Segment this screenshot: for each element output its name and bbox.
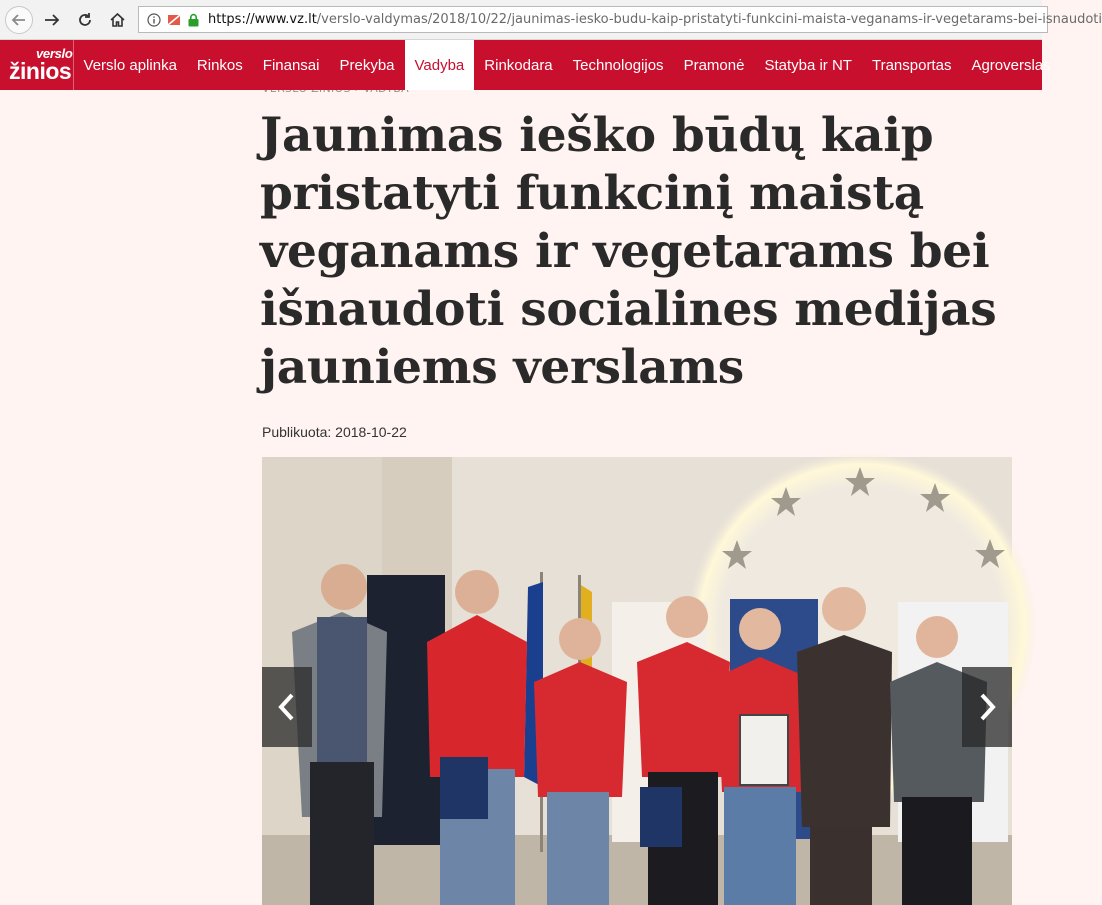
lock-icon[interactable] [187,13,200,27]
article-photo [262,457,1012,905]
reload-button[interactable] [71,6,99,34]
arrow-left-icon [11,12,27,28]
nav-item-vadyba[interactable]: Vadyba [405,40,475,90]
logo-bottom-text: žinios [9,58,72,84]
nav-item-finansai[interactable]: Finansai [262,56,320,74]
article-photo-gallery [262,457,1012,905]
nav-item-pramone[interactable]: Pramonė [683,56,745,74]
nav-item-prekyba[interactable]: Prekyba [339,56,395,74]
back-button[interactable] [5,6,33,34]
url-text: https://www.vz.lt/verslo-valdymas/2018/10/22/jaunimas-iesko-budu-kaip-pristatyti-funkcini-maista-veganams-ir-vegetarams-bei-isnaudoti [208,12,1102,27]
published-date [262,424,407,440]
site-navigation [0,40,1051,90]
home-button[interactable] [103,6,131,34]
nav-item-rinkodara[interactable]: Rinkodara [484,56,553,74]
gallery-prev-button[interactable] [262,667,312,747]
nav-item-transportas[interactable]: Transportas [871,56,952,74]
nav-item-agroverslas[interactable]: Agroverslas [971,56,1051,74]
nav-item-technologijos[interactable]: Technologijos [572,56,664,74]
browser-toolbar [0,0,1102,40]
published-value: 2018-10-22 [335,424,407,440]
nav-item-verslo-aplinka[interactable]: Verslo aplinka [83,56,177,74]
published-label: Publikuota: [262,424,332,440]
nav-item-rinkos[interactable]: Rinkos [196,56,243,74]
site-logo[interactable] [0,40,74,90]
chevron-right-icon [977,692,997,722]
forward-button[interactable] [38,6,66,34]
chevron-left-icon [277,692,297,722]
article-title: Jaunimas ieško būdų kaip pristatyti funkcinį maistą veganams ir vegetarams bei išnaudoti socialines medijas jauniems verslams [260,108,997,395]
blocked-content-icon[interactable] [167,13,181,27]
logo-top-text: verslo [36,46,73,61]
address-bar[interactable] [138,6,1102,33]
reload-icon [77,12,93,28]
info-icon[interactable] [147,13,161,27]
home-icon [109,12,126,28]
arrow-right-icon [43,12,61,28]
gallery-next-button[interactable] [962,667,1012,747]
nav-item-statyba-ir-nt[interactable]: Statyba ir NT [764,56,852,74]
